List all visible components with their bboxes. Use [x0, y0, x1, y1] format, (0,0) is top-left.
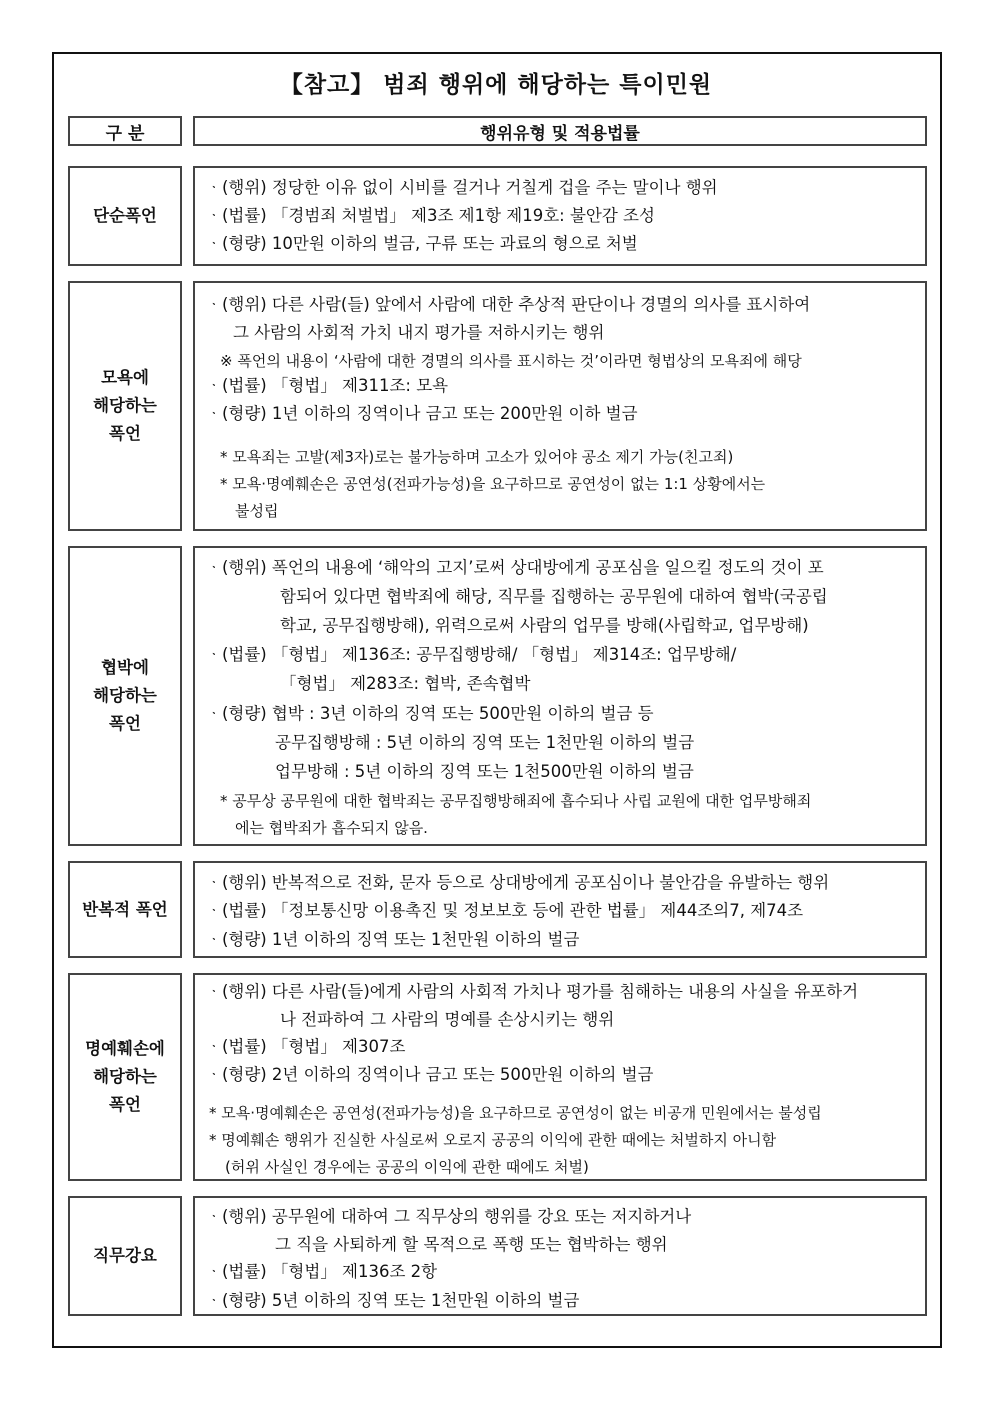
row-content — [193, 546, 927, 846]
content-line: ᆞ(행위) 반복적으로 전화, 문자 등으로 상대방에게 공포심이나 불안감을 유발하는 행위 — [206, 873, 830, 892]
row-label-text: 협박에 — [101, 658, 149, 677]
content-note: * 모욕죄는 고발(제3자)로는 불가능하며 고소가 있어야 공소 제기 가능(친고죄) — [220, 448, 734, 466]
row-content — [193, 166, 927, 266]
content-line: 학교, 공무집행방해), 위력으로써 사람의 업무를 방해(사립학교, 업무방해) — [280, 616, 809, 635]
content-line: ᆞ(법률) 「경범죄 처벌법」 제3조 제1항 제19호: 불안감 조성 — [206, 206, 655, 225]
content-line: 「형법」 제283조: 협박, 존속협박 — [280, 674, 531, 693]
row-content — [193, 281, 927, 531]
row-label-text: 폭언 — [109, 424, 141, 443]
content-note: 에는 협박죄가 흡수되지 않음. — [235, 819, 428, 837]
content-note: * 공무상 공무원에 대한 협박죄는 공무집행방해죄에 흡수되나 사립 교원에 대한 업무방해죄 — [220, 792, 812, 810]
row-label — [68, 166, 182, 266]
row-label — [68, 1196, 182, 1316]
content-line: 공무집행방해 : 5년 이하의 징역 또는 1천만원 이하의 벌금 — [275, 733, 695, 752]
row-label-text: 해당하는 — [93, 396, 157, 415]
content-line: ᆞ(행위) 폭언의 내용에 ‘해악의 고지’로써 상대방에게 공포심을 일으킬 정도의 것이 포 — [206, 558, 824, 577]
content-line: ᆞ(형량) 협박 : 3년 이하의 징역 또는 500만원 이하의 벌금 등 — [206, 704, 654, 723]
content-line: ᆞ(형량) 5년 이하의 징역 또는 1천만원 이하의 벌금 — [206, 1291, 580, 1310]
content-line: 그 직을 사퇴하게 할 목적으로 폭행 또는 협박하는 행위 — [275, 1235, 668, 1254]
row-label-text: 폭언 — [109, 1095, 141, 1114]
header-col-category — [68, 116, 182, 146]
content-line: ᆞ(법률) 「형법」 제311조: 모욕 — [206, 376, 449, 395]
content-line: 업무방해 : 5년 이하의 징역 또는 1천500만원 이하의 벌금 — [275, 762, 694, 781]
row-label-text: 해당하는 — [93, 1067, 157, 1086]
content-line: 그 사람의 사회적 가치 내지 평가를 저하시키는 행위 — [233, 323, 605, 342]
content-line: 나 전파하여 그 사람의 명예를 손상시키는 행위 — [280, 1010, 615, 1029]
row-label-text: 직무강요 — [93, 1246, 157, 1265]
row-label-text: 단순폭언 — [93, 206, 157, 225]
content-line: ᆞ(형량) 10만원 이하의 벌금, 구류 또는 과료의 형으로 처벌 — [206, 234, 638, 253]
content-line: 함되어 있다면 협박죄에 해당, 직무를 집행하는 공무원에 대하여 협박(국공립 — [280, 587, 828, 606]
content-line: ᆞ(법률) 「정보통신망 이용촉진 및 정보보호 등에 관한 법률」 제44조의7, 제74조 — [206, 901, 804, 920]
header-col-content — [193, 116, 927, 146]
row-label-text: 모욕에 — [101, 368, 149, 387]
header-col-category-text: 구 분 — [105, 123, 145, 144]
row-label — [68, 973, 182, 1181]
content-line: ᆞ(행위) 정당한 이유 없이 시비를 걸거나 거칠게 겁을 주는 말이나 행위 — [206, 178, 718, 197]
row-label-text: 반복적 폭언 — [82, 899, 168, 919]
row-label — [68, 861, 182, 958]
row-content — [193, 1196, 927, 1316]
row-content — [193, 861, 927, 958]
page-title: 【참고】 범죄 행위에 해당하는 특이민원 — [279, 72, 713, 98]
content-note: ※ 폭언의 내용이 ‘사람에 대한 경멸의 의사를 표시하는 것’이라면 형법상의 모욕죄에 해당 — [220, 352, 802, 370]
row-label-text: 해당하는 — [93, 686, 157, 705]
content-line: ᆞ(법률) 「형법」 제136조 2항 — [206, 1262, 438, 1281]
content-line: ᆞ(행위) 공무원에 대하여 그 직무상의 행위를 강요 또는 저지하거나 — [206, 1207, 692, 1226]
content-note: * 모욕·명예훼손은 공연성(전파가능성)을 요구하므로 공연성이 없는 비공개 민원에서는 불성립 — [209, 1104, 822, 1122]
row-label-text: 폭언 — [109, 714, 141, 733]
content-line: ᆞ(형량) 1년 이하의 징역이나 금고 또는 200만원 이하 벌금 — [206, 404, 638, 423]
content-note: * 명예훼손 행위가 진실한 사실로써 오로지 공공의 이익에 관한 때에는 처벌하지 아니함 — [209, 1131, 777, 1149]
content-note: 불성립 — [235, 502, 279, 520]
content-line: ᆞ(형량) 1년 이하의 징역 또는 1천만원 이하의 벌금 — [206, 930, 580, 949]
content-line: ᆞ(형량) 2년 이하의 징역이나 금고 또는 500만원 이하의 벌금 — [206, 1065, 654, 1084]
row-label — [68, 281, 182, 531]
row-label — [68, 546, 182, 846]
content-line: ᆞ(법률) 「형법」 제307조 — [206, 1037, 406, 1056]
content-line: ᆞ(행위) 다른 사람(들)에게 사람의 사회적 가치나 평가를 침해하는 내용의 사실을 유포하거 — [206, 982, 859, 1001]
content-note: * 모욕·명예훼손은 공연성(전파가능성)을 요구하므로 공연성이 없는 1:1 상황에서는 — [220, 475, 766, 493]
content-line: ᆞ(행위) 다른 사람(들) 앞에서 사람에 대한 추상적 판단이나 경멸의 의사를 표시하여 — [206, 295, 811, 314]
row-label-text: 명예훼손에 — [85, 1039, 165, 1058]
content-note: (허위 사실인 경우에는 공공의 이익에 관한 때에도 처벌) — [225, 1158, 589, 1176]
row-content — [193, 973, 927, 1181]
header-col-content-text: 행위유형 및 적용법률 — [480, 123, 640, 144]
content-line: ᆞ(법률) 「형법」 제136조: 공무집행방해/ 「형법」 제314조: 업무방해/ — [206, 645, 737, 664]
